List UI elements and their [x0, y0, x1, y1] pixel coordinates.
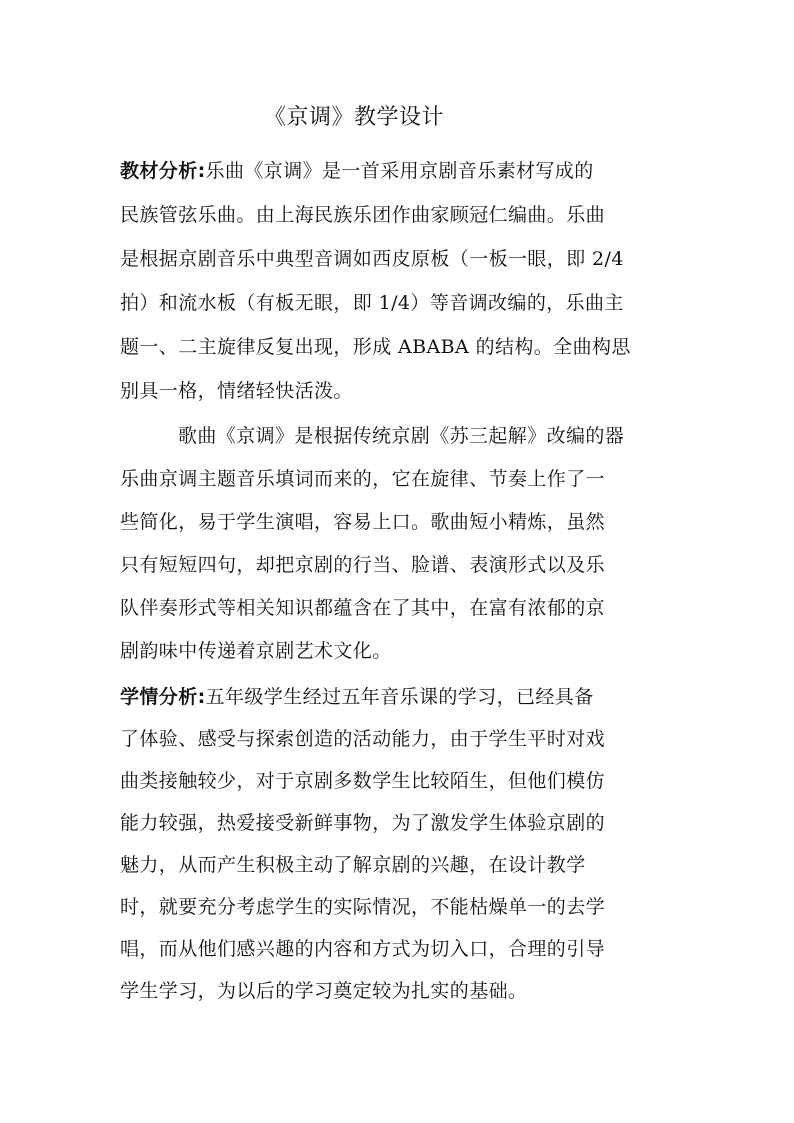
learner-line-2: 了体验、感受与探索创造的活动能力，由于学生平时对戏	[120, 728, 606, 750]
song-line-6: 剧韵味中传递着京剧艺术文化。	[120, 640, 392, 662]
song-paragraph	[120, 419, 680, 677]
material-analysis-heading: 教材分析:	[120, 160, 206, 182]
learner-line-1-text: 五年级学生经过五年音乐课的学习，已经具备	[205, 686, 594, 708]
material-analysis-paragraph	[120, 154, 680, 418]
song-line-2: 乐曲京调主题音乐填词而来的，它在旋律、节奏上作了一	[120, 468, 606, 490]
learner-line-6: 时，就要充分考虑学生的实际情况，不能枯燥单一的去学	[120, 896, 606, 918]
song-line-3: 些简化，易于学生演唱，容易上口。歌曲短小精炼，虽然	[120, 511, 606, 533]
song-line-1: 歌曲《京调》是根据传统京剧《苏三起解》改编的器	[178, 425, 625, 447]
material-line-2: 民族管弦乐曲。由上海民族乐团作曲家顾冠仁编曲。乐曲	[120, 204, 606, 226]
song-line-5: 队伴奏形式等相关知识都蕴含在了其中，在富有浓郁的京	[120, 597, 606, 619]
learner-line-4: 能力较强，热爱接受新鲜事物，为了激发学生体验京剧的	[120, 812, 606, 834]
material-line-1	[120, 154, 680, 198]
learner-line-1	[120, 680, 680, 722]
document-title: 《京调》教学设计	[264, 105, 445, 130]
song-line-4: 只有短短四句，却把京剧的行当、脸谱、表演形式以及乐	[120, 554, 606, 576]
material-line-1-text: 乐曲《京调》是一首采用京剧音乐素材写成的	[205, 160, 594, 182]
learner-analysis-heading: 学情分析:	[120, 686, 206, 708]
learner-line-5: 魅力，从而产生积极主动了解京剧的兴趣，在设计教学	[120, 854, 586, 876]
learner-line-7: 唱，而从他们感兴趣的内容和方式为切入口，合理的引导	[120, 938, 606, 960]
learner-analysis-paragraph	[120, 680, 680, 1016]
material-line-3: 是根据京剧音乐中典型音调如西皮原板（一板一眼，即 2/4	[120, 248, 624, 270]
learner-line-8: 学生学习，为以后的学习奠定较为扎实的基础。	[120, 980, 528, 1002]
material-line-4: 拍）和流水板（有板无眼，即 1/4）等音调改编的，乐曲主	[120, 292, 624, 314]
material-line-6: 别具一格，情绪轻快活泼。	[120, 380, 353, 402]
learner-line-3: 曲类接触较少，对于京剧多数学生比较陌生，但他们模仿	[120, 770, 606, 792]
material-line-5: 题一、二主旋律反复出现，形成 ABABA 的结构。全曲构思	[120, 336, 631, 358]
